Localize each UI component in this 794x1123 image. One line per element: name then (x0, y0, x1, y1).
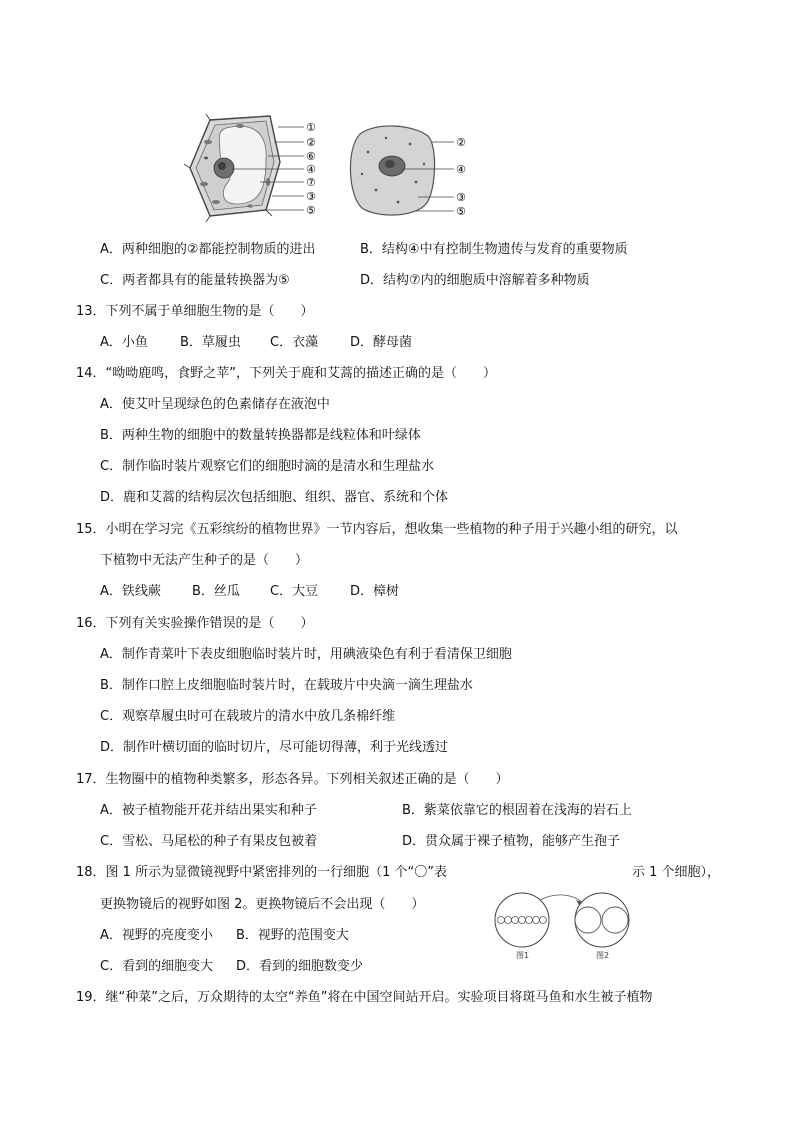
microscope-field-figures (492, 890, 642, 960)
q13-stem: 13．下列不属于单细胞生物的是（ ） (76, 304, 314, 319)
q15-stem-line1: 15．小明在学习完《五彩缤纷的植物世界》一节内容后，想收集一些植物的种子用于兴趣小组的研究，以 (76, 522, 678, 537)
animal-label-2: ② (456, 136, 466, 149)
animal-label-4: ④ (456, 163, 466, 176)
cell-figures (180, 112, 480, 224)
animal-label-3: ③ (456, 191, 466, 204)
q15-option-c[interactable]: C．大豆 (270, 584, 319, 599)
q18-stem-part2: 示 1 个细胞）， (632, 865, 721, 880)
plant-label-4: ④ (306, 163, 316, 176)
q18-option-b[interactable]: B．视野的范围变大 (236, 928, 349, 943)
q16-option-a[interactable]: A．制作青菜叶下表皮细胞临时装片时，用碘液染色有利于看清保卫细胞 (100, 647, 512, 662)
q12-option-c[interactable]: C．两者都具有的能量转换器为⑤ (100, 273, 290, 288)
plant-cell-diagram (184, 114, 304, 222)
q14-option-c[interactable]: C．制作临时装片观察它们的细胞时滴的是清水和生理盐水 (100, 459, 435, 474)
arrow-icon (540, 895, 582, 902)
animal-cell-diagram (350, 126, 454, 215)
q14-stem: 14．“呦呦鹿鸣，食野之苹”，下列关于鹿和艾蒿的描述正确的是（ ） (76, 366, 497, 381)
q15-option-b[interactable]: B．丝瓜 (192, 584, 240, 599)
q13-option-c[interactable]: C．衣藻 (270, 335, 319, 350)
q17-option-a[interactable]: A．被子植物能开花并结出果实和种子 (100, 803, 317, 818)
q14-option-d[interactable]: D．鹿和艾蒿的结构层次包括细胞、组织、器官、系统和个体 (100, 490, 449, 505)
q16-stem: 16．下列有关实验操作错误的是（ ） (76, 616, 314, 631)
q16-option-d[interactable]: D．制作叶横切面的临时切片，尽可能切得薄，利于光线透过 (100, 740, 449, 755)
q15-stem-line2: 下植物中无法产生种子的是（ ） (100, 553, 309, 568)
q18-stem-part1: 18．图 1 所示为显微镜视野中紧密排列的一行细胞（1 个“〇”表 (76, 865, 447, 880)
q17-option-c[interactable]: C．雪松、马尾松的种子有果皮包被着 (100, 834, 318, 849)
q19-stem: 19．继“种菜”之后，万众期待的太空“养鱼”将在中国空间站开启。实验项目将斑马鱼和水生被子植物 (76, 990, 653, 1005)
q18-option-d[interactable]: D．看到的细胞数变少 (236, 959, 364, 974)
q14-option-b[interactable]: B．两种生物的细胞中的数量转换器都是线粒体和叶绿体 (100, 428, 421, 443)
q13-option-a[interactable]: A．小鱼 (100, 335, 148, 350)
q17-stem: 17．生物圈中的植物种类繁多，形态各异。下列相关叙述正确的是（ ） (76, 772, 509, 787)
q12-option-b[interactable]: B．结构④中有控制生物遗传与发育的重要物质 (360, 242, 628, 257)
q12-option-d[interactable]: D．结构⑦内的细胞质中溶解着多种物质 (360, 273, 590, 288)
q18-stem-line2: 更换物镜后的视野如图 2。更换物镜后不会出现（ ） (100, 897, 425, 912)
animal-label-5: ⑤ (456, 205, 466, 218)
plant-label-6: ⑥ (306, 150, 316, 163)
q16-option-c[interactable]: C．观察草履虫时可在载玻片的清水中放几条棉纤维 (100, 709, 396, 724)
q12-option-a[interactable]: A．两种细胞的②都能控制物质的进出 (100, 242, 316, 257)
q13-option-b[interactable]: B．草履虫 (180, 335, 241, 350)
plant-label-2: ② (306, 136, 316, 149)
q18-option-c[interactable]: C．看到的细胞变大 (100, 959, 214, 974)
plant-label-7: ⑦ (306, 176, 316, 189)
q17-option-d[interactable]: D．贯众属于裸子植物，能够产生孢子 (402, 834, 621, 849)
q18-option-a[interactable]: A．视野的亮度变小 (100, 928, 213, 943)
q15-option-d[interactable]: D．樟树 (350, 584, 400, 599)
q17-option-b[interactable]: B．紫菜依靠它的根固着在浅海的岩石上 (402, 803, 632, 818)
q13-option-d[interactable]: D．酵母菌 (350, 335, 413, 350)
q16-option-b[interactable]: B．制作口腔上皮细胞临时装片时，在载玻片中央滴一滴生理盐水 (100, 678, 473, 693)
q15-option-a[interactable]: A．铁线蕨 (100, 584, 161, 599)
figure-1-label: 图1 (516, 951, 530, 960)
figure-2-label: 图2 (596, 951, 610, 960)
plant-label-3: ③ (306, 190, 316, 203)
plant-label-5: ⑤ (306, 204, 316, 217)
figure-1-field (495, 893, 549, 947)
plant-label-1: ① (306, 121, 316, 134)
q14-option-a[interactable]: A．使艾叶呈现绿色的色素储存在液泡中 (100, 397, 330, 412)
figure-2-field (575, 893, 629, 947)
